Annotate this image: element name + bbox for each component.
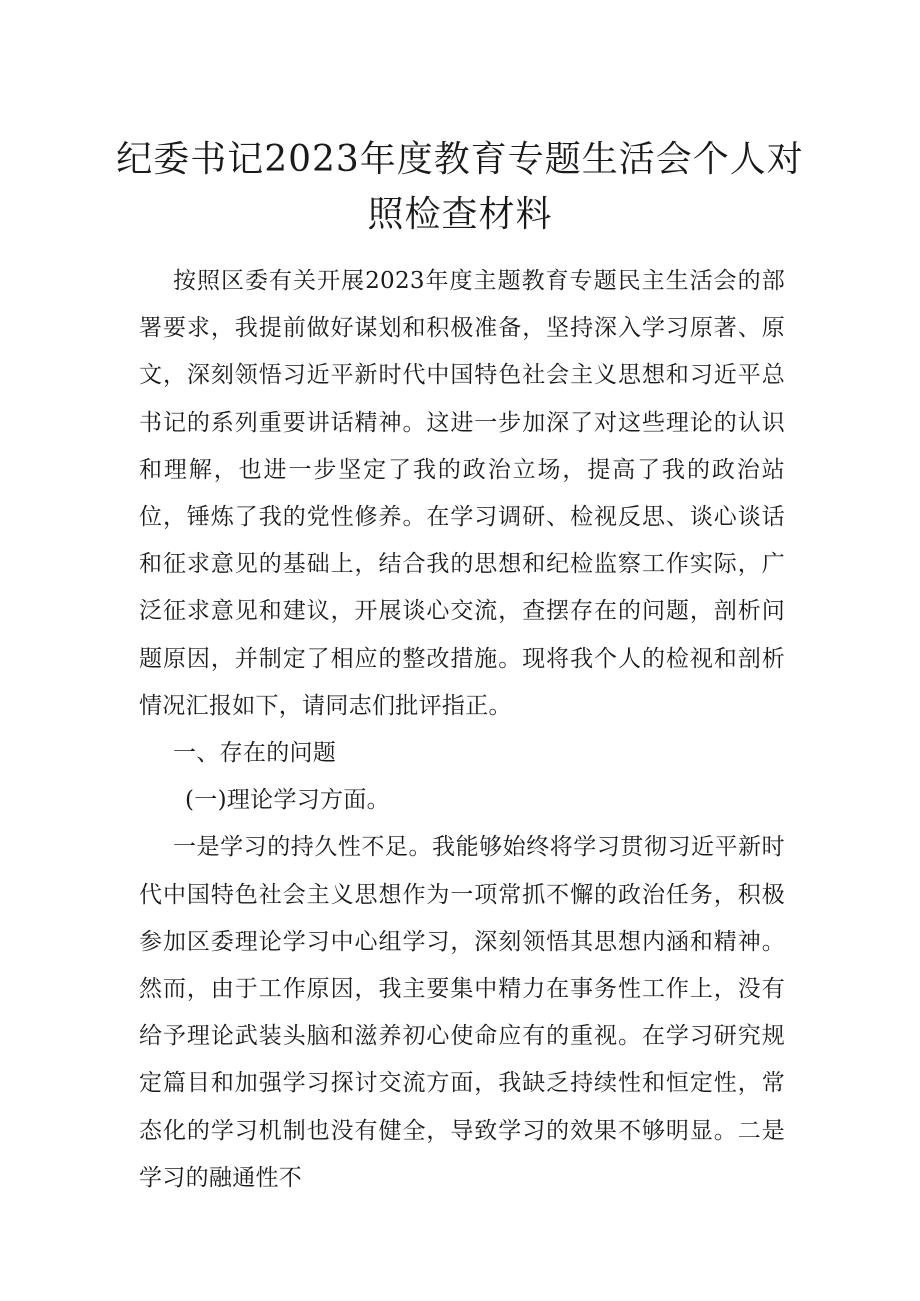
title-line-2: 照检查材料 <box>367 194 553 235</box>
theory-paragraph: 一是学习的持久性不足。我能够始终将学习贯彻习近平新时代中国特色社会主义思想作为一项常抓不懈的政治任务，积极参加区委理论学习中心组学习，深刻领悟其思想内涵和精神。然而，由于工作原因，我主要集中精力在事务性工作上，没有给予理论武装头脑和滋养初心使命应有的重视。在学习研究规定篇目和加强学习探讨交流方面，我缺乏持续性和恒定性，常态化的学习机制也没有健全，导致学习的效果不够明显。二是学习的融通性不 <box>139 834 785 1191</box>
document-body <box>139 258 785 1202</box>
intro-paragraph: 按照区委有关开展2023年度主题教育专题民主生活会的部署要求，我提前做好谋划和积极准备，坚持深入学习原著、原文，深刻领悟习近平新时代中国特色社会主义思想和习近平总书记的系列重要讲话精神。这进一步加深了对这些理论的认识和理解，也进一步坚定了我的政治立场，提高了我的政治站位，锤炼了我的党性修养。在学习调研、检视反思、谈心谈话和征求意见的基础上，结合我的思想和纪检监察工作实际，广泛征求意见和建议，开展谈心交流，查摆存在的问题，剖析问题原因，并制定了相应的整改措施。现将我个人的检视和剖析情况汇报如下，请同志们批评指正。 <box>139 268 785 719</box>
subsection-heading-theory: (一)理论学习方面。 <box>185 787 390 814</box>
title-line-1: 纪委书记2023年度教育专题生活会个人对 <box>116 139 804 180</box>
section-heading-problems: 一、存在的问题 <box>173 740 337 767</box>
document-title <box>100 132 820 242</box>
